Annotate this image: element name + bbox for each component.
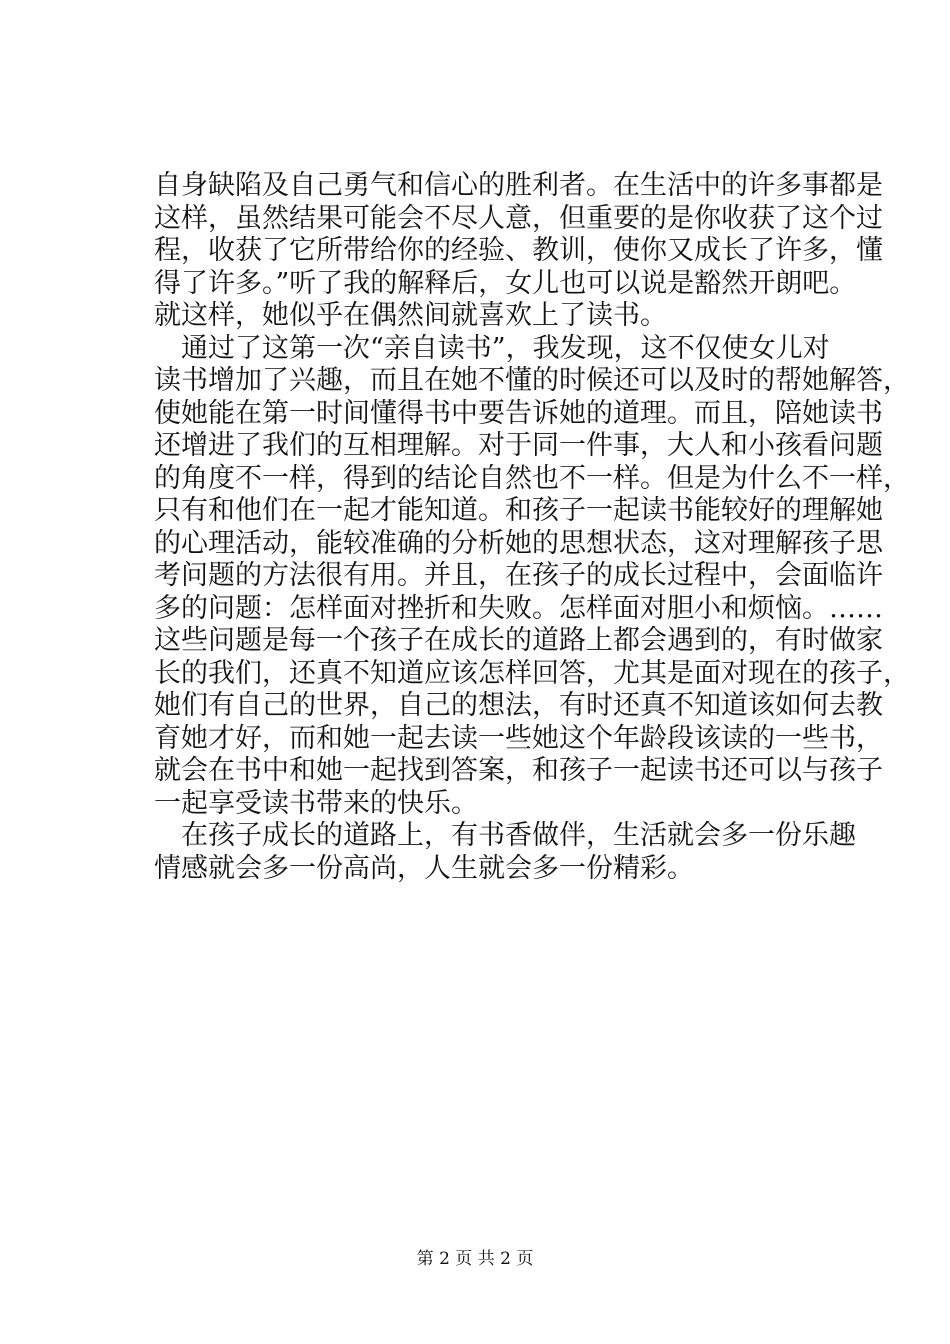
paragraph-1-line-3: 程，收获了它所带给你的经验、教训，使你又成长了许多，懂	[154, 235, 883, 266]
paragraph-2-line-11: 长的我们，还真不知道应该怎样回答，尤其是面对现在的孩子，	[154, 657, 910, 689]
paragraph-2-line-4: 还增进了我们的互相理解。对于同一件事，大人和小孩看问题	[154, 430, 883, 461]
paragraph-2-line-12: 她们有自己的世界，自己的想法，有时还真不知道该如何去教	[154, 690, 883, 721]
paragraph-2-line-8: 考问题的方法很有用。并且，在孩子的成长过程中，会面临许	[154, 560, 883, 591]
paragraph-3-line-2: 情感就会多一份高尚，人生就会多一份精彩。	[154, 852, 694, 884]
body-text	[154, 170, 910, 885]
paragraph-2-line-10: 这些问题是每一个孩子在成长的道路上都会遇到的，有时做家	[154, 625, 883, 656]
paragraph-2-line-6: 只有和他们在一起才能知道。和孩子一起读书能较好的理解她	[154, 495, 883, 526]
page-number-footer: 第 2 页 共 2 页	[416, 1249, 534, 1269]
paragraph-2-line-2: 读书增加了兴趣，而且在她不懂的时候还可以及时的帮她解答，	[154, 365, 910, 396]
paragraph-3-line-1: 在孩子成长的道路上，有书香做伴，生活就会多一份乐趣	[181, 820, 856, 851]
paragraph-2-line-3: 使她能在第一时间懂得书中要告诉她的道理。而且，陪她读书	[154, 397, 883, 429]
paragraph-2-line-1: 通过了这第一次“亲自读书”，我发现，这不仅使女儿对	[181, 332, 830, 364]
paragraph-1-line-1: 自身缺陷及自己勇气和信心的胜利者。在生活中的许多事都是	[154, 170, 883, 201]
paragraph-2-line-14: 就会在书中和她一起找到答案，和孩子一起读书还可以与孩子	[154, 755, 883, 786]
paragraph-1-line-5: 就这样，她似乎在偶然间就喜欢上了读书。	[154, 300, 667, 331]
paragraph-2-line-5: 的角度不一样，得到的结论自然也不一样。但是为什么不一样，	[154, 462, 910, 494]
paragraph-2-line-13: 育她才好，而和她一起去读一些她这个年龄段该读的一些书，	[154, 722, 883, 754]
paragraph-1-line-4: 得了许多。”听了我的解释后，女儿也可以说是豁然开朗吧。	[154, 267, 857, 299]
paragraph-1-line-2: 这样，虽然结果可能会不尽人意，但重要的是你收获了这个过	[154, 202, 883, 234]
paragraph-2-line-9: 多的问题：怎样面对挫折和失败。怎样面对胆小和烦恼。……	[154, 592, 883, 624]
paragraph-2-line-7: 的心理活动，能较准确的分析她的思想状态，这对理解孩子思	[154, 527, 883, 559]
paragraph-2-line-15: 一起享受读书带来的快乐。	[154, 787, 478, 819]
